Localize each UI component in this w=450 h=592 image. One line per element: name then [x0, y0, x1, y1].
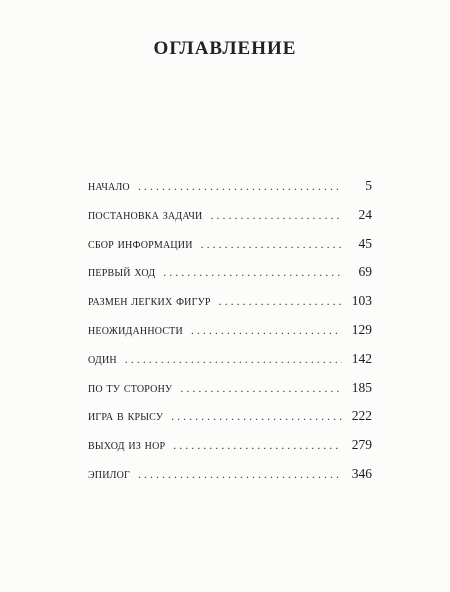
toc-dot-leader [173, 438, 342, 453]
toc-dot-leader [125, 352, 342, 367]
toc-entry-page: 346 [351, 465, 372, 481]
toc-entry-page: 103 [351, 293, 372, 309]
toc-dot-leader [180, 381, 342, 396]
toc-entry-page: 279 [351, 437, 372, 453]
toc-entry-page: 129 [351, 321, 372, 337]
toc-entry-label: постановка задачи [88, 207, 203, 223]
page-title: ОГЛАВЛЕНИЕ [153, 38, 297, 59]
toc-entry [88, 322, 372, 351]
toc-entry-label: начало [88, 179, 130, 194]
toc-entry [88, 351, 372, 380]
toc-entry-label: сбор информации [88, 236, 193, 252]
toc-entry [88, 236, 372, 265]
table-of-contents [88, 178, 372, 495]
toc-dot-leader [210, 208, 342, 223]
toc-entry [88, 408, 372, 437]
toc-entry-label: выход из нор [88, 438, 166, 454]
toc-entry-page: 5 [365, 178, 372, 193]
toc-entry-label: игра в крысу [88, 409, 164, 425]
toc-entry-page: 185 [351, 379, 372, 395]
toc-entry-page: 222 [351, 408, 372, 424]
toc-dot-leader [219, 294, 342, 309]
toc-entry-label: эпилог [88, 466, 131, 482]
toc-entry-label: первый ход [88, 265, 156, 281]
toc-entry-label: неожиданности [88, 322, 183, 338]
toc-entry [88, 437, 372, 466]
toc-entry-page: 142 [351, 350, 372, 366]
toc-dot-leader [191, 323, 342, 338]
toc-entry-page: 24 [358, 206, 372, 222]
toc-entry-page: 69 [358, 264, 372, 280]
toc-entry [88, 178, 372, 207]
toc-dot-leader [163, 265, 342, 280]
toc-dot-leader [201, 237, 342, 252]
toc-entry [88, 380, 372, 409]
toc-dot-leader [138, 467, 342, 482]
toc-entry [88, 264, 372, 293]
toc-entry-label: размен легких фигур [88, 294, 211, 310]
toc-entry-label: по ту сторону [88, 380, 173, 396]
toc-entry [88, 466, 372, 495]
toc-entry [88, 293, 372, 322]
toc-entry-label: один [88, 351, 117, 367]
toc-dot-leader [138, 179, 342, 194]
toc-entry-page: 45 [358, 235, 372, 251]
toc-dot-leader [171, 409, 342, 424]
toc-entry [88, 207, 372, 236]
